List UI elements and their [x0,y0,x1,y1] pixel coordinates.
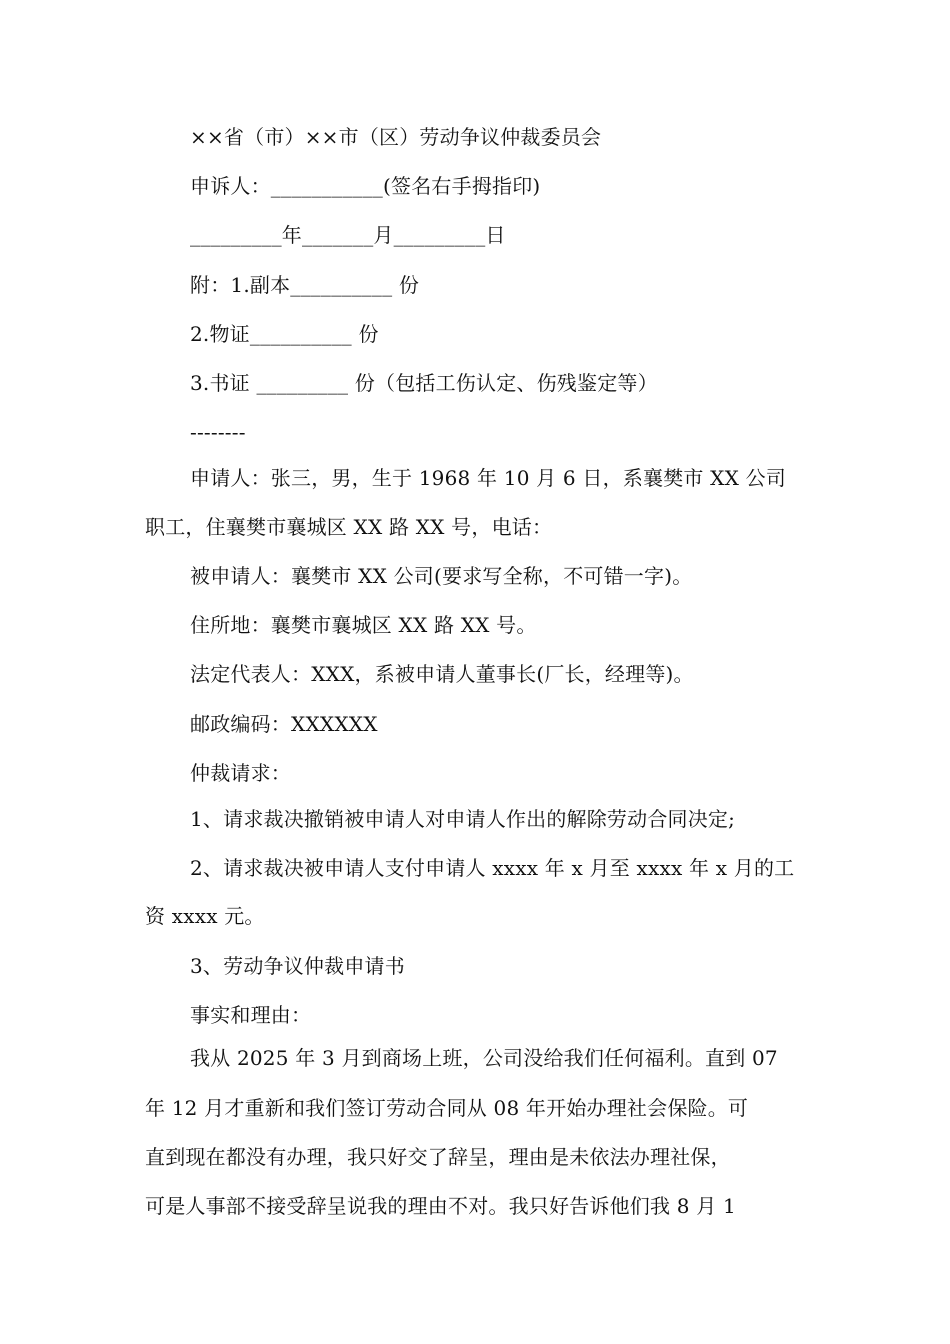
facts-paragraph-line-3: 直到现在都没有办理，我只好交了辞呈，理由是未依法办理社保， [145,1145,731,1169]
postal-code-line: 邮政编码：XXXXXX [190,712,378,736]
applicant-paragraph-line-2: 职工，住襄樊市襄城区 XX 路 XX 号，电话： [145,515,553,539]
facts-paragraph-line-1: 我从 2025 年 3 月到商场上班，公司没给我们任何福利。直到 07 [190,1046,778,1070]
attachment-copies-line: 附：1.副本__________ 份 [190,273,420,297]
request-item-2-line-1: 2、请求裁决被申请人支付申请人 xxxx 年 x 月至 xxxx 年 x 月的工 [190,856,795,880]
respondent-line: 被申请人：襄樊市 XX 公司(要求写全称，不可错一字)。 [190,564,693,588]
applicant-paragraph-line-1: 申请人：张三，男，生于 1968 年 10 月 6 日，系襄樊市 XX 公司 [190,466,787,490]
request-item-2-line-2: 资 xxxx 元。 [145,904,265,928]
facts-and-reasons-heading: 事实和理由： [190,1003,312,1027]
facts-paragraph-line-2: 年 12 月才重新和我们签订劳动合同从 08 年开始办理社会保险。可 [145,1096,749,1120]
request-item-3: 3、劳动争议仲裁申请书 [190,954,405,978]
complainant-signature-line: 申诉人：___________(签名右手拇指印) [190,174,541,198]
arbitration-request-heading: 仲裁请求： [190,761,291,785]
attachment-evidence-line: 2.物证__________ 份 [190,322,379,346]
legal-representative-line: 法定代表人：XXX，系被申请人董事长(厂长，经理等)。 [190,662,694,686]
request-item-1: 1、请求裁决撤销被申请人对申请人作出的解除劳动合同决定; [190,807,736,831]
facts-paragraph-line-4: 可是人事部不接受辞呈说我的理由不对。我只好告诉他们我 8 月 1 [145,1194,736,1218]
separator-line: -------- [190,420,246,444]
address-line: 住所地：襄樊市襄城区 XX 路 XX 号。 [190,613,537,637]
date-line: _________年_______月_________日 [190,223,506,247]
attachment-documents-line: 3.书证 _________ 份（包括工伤认定、伤残鉴定等） [190,371,658,395]
committee-heading: ××省（市）××市（区）劳动争议仲裁委员会 [190,125,602,149]
